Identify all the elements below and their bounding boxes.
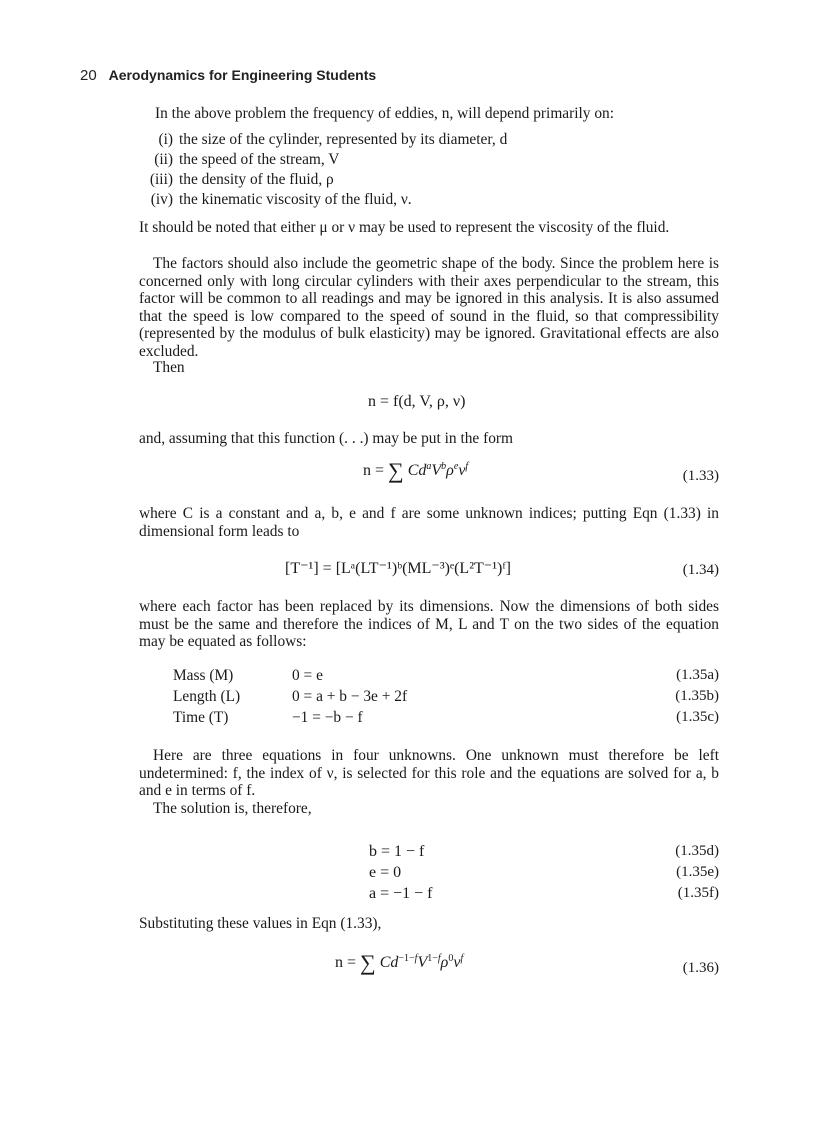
equation-row: a = −1 − f (1.35f) [369, 885, 719, 902]
list-item: (ii) the speed of the stream, V [154, 151, 340, 168]
para-solution: The solution is, therefore, [153, 800, 312, 817]
para-where-2: where each factor has been replaced by its dimensions. Now the dimensions of both sides must be the same and therefore the indices of M, L and T on the two sides of the equation may be equated as follows: [139, 598, 719, 650]
list-item: (iii) the density of the fluid, ρ [149, 171, 334, 188]
para-viscosity: It should be noted that either μ or ν may be used to represent the viscosity of the fluid. [139, 219, 670, 236]
equation-row: e = 0 (1.35e) [369, 864, 719, 881]
para-substituting: Substituting these values in Eqn (1.33), [139, 915, 382, 932]
para-where-1: where C is a constant and a, b, e and f are some unknown indices; putting Eqn (1.33) in dimensional form leads to [139, 505, 719, 540]
equation-1-34-body: [T⁻¹] = [Lᵃ(LT⁻¹)ᵇ(ML⁻³)ᵉ(L²T⁻¹)ᶠ] [285, 560, 512, 577]
equation-function-text: n = f(d, V, ρ, ν) [368, 393, 466, 410]
para-factors: The factors should also include the geometric shape of the body. Since the problem here is concerned only with long circular cylinders with their axes perpendicular to the stream, this factor will be common to all readings and may be ignored in this analysis. It is also assumed that the speed is low compared to the speed of sound in the fluid, so that compressibility (represented by the modulus of bulk elasticity) may be ignored. Gravitational effects are also excluded. [139, 255, 719, 360]
equation-row: Mass (M) 0 = e (1.35a) [173, 667, 719, 684]
running-title: Aerodynamics for Engineering Students [108, 67, 377, 83]
page-number: 20 [80, 67, 97, 84]
equation-row: b = 1 − f (1.35d) [369, 843, 719, 860]
para-intro: In the above problem the frequency of eddies, n, will depend primarily on: [155, 105, 615, 122]
equation-number: (1.36) [682, 960, 719, 976]
equation-1-36-body: n = ∑ $Cd^{-1-f}V^{1-f}\rho^0\nu^f$ [335, 950, 464, 975]
para-assuming: and, assuming that this function (. . .) may be put in the form [139, 430, 514, 447]
list-item: (iv) the kinematic viscosity of the fluid, ν. [150, 191, 412, 208]
para-then: Then [153, 359, 185, 376]
equation-1-33-body: n = ∑ $Cd^aV^b\rho^e\nu^f$ [363, 458, 469, 483]
para-three-equations: Here are three equations in four unknowns. One unknown must therefore be left undetermined: f, the index of ν, is selected for this role and the equations are solved for a, b and e in terms of f. [139, 747, 719, 799]
equation-row: Time (T) −1 = −b − f (1.35c) [173, 709, 719, 726]
equation-number: (1.33) [682, 468, 719, 484]
equation-number: (1.34) [682, 562, 719, 578]
list-item: (i) the size of the cylinder, represented by its diameter, d [158, 131, 508, 148]
equation-row: Length (L) 0 = a + b − 3e + 2f (1.35b) [173, 688, 719, 705]
running-header [80, 67, 376, 84]
